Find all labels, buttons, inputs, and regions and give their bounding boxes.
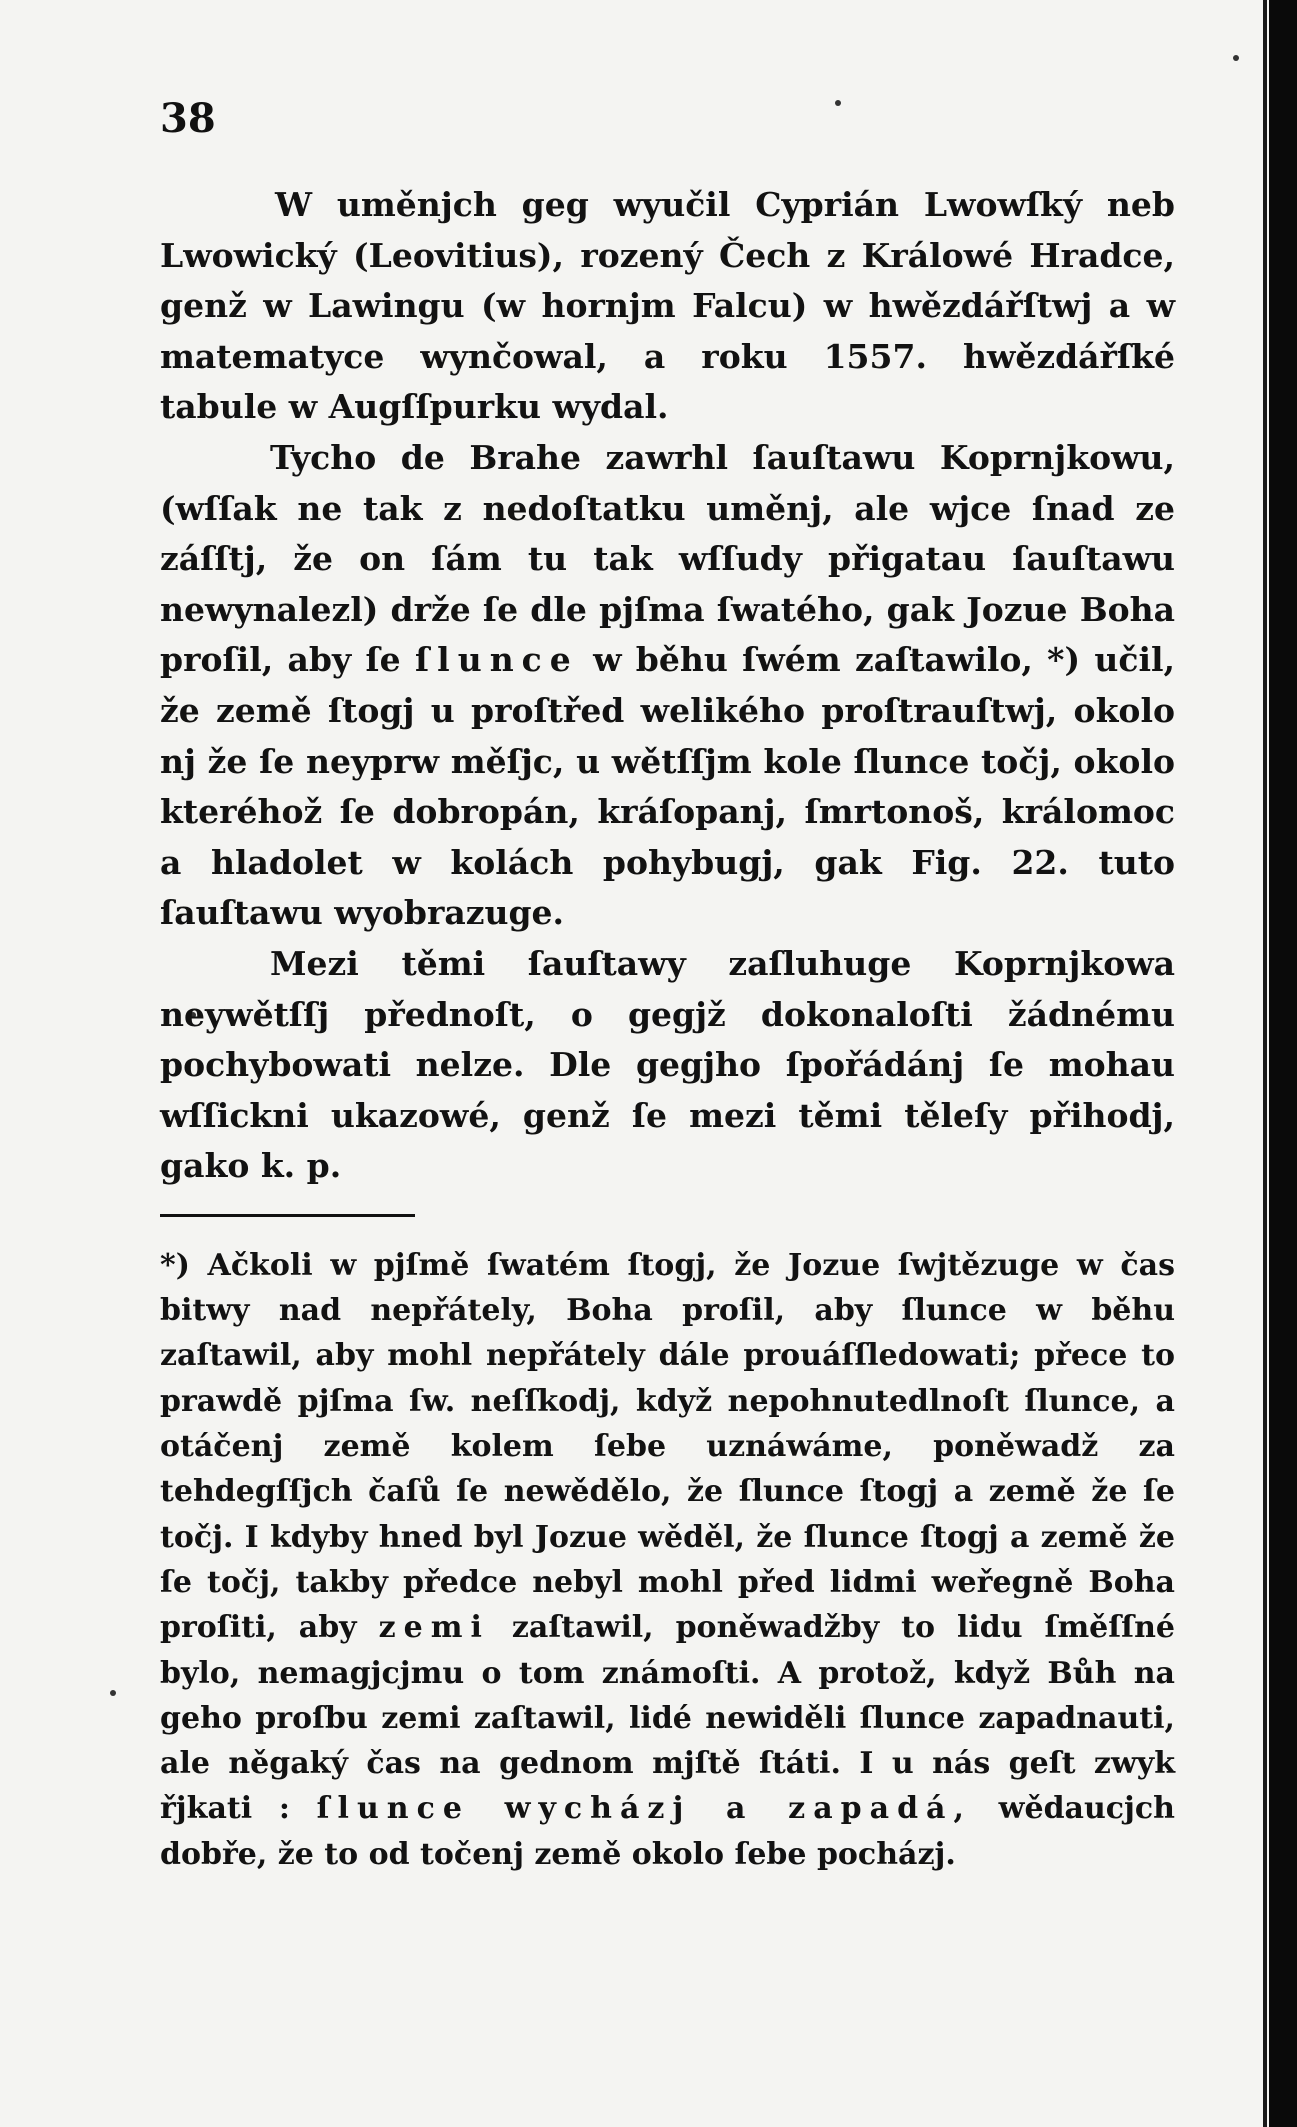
footnote-paragraph <box>160 1243 1175 1877</box>
footnote-marker: *) <box>160 1247 190 1283</box>
paragraph-1: W uměnjch geg wyučil Cyprián Lwowſký neb Lwowický (Leovitius), rozený Čech z Králowé Hradce, genž w Lawingu (w hornjm Falcu) w hwězdářſtwj a w matematyce wynčowal, a roku 1557. hwězdářſké tabule w Augſſpurku wydal. <box>160 185 1175 427</box>
speck <box>1233 55 1239 61</box>
footnote-text-3: wědaucjch dobře, že to od točenj země okolo ſebe pocházj. <box>160 1791 1175 1872</box>
speck <box>110 1690 116 1696</box>
footnote-spaced-word: zemi <box>378 1610 490 1646</box>
page-edge-line <box>1263 0 1267 2127</box>
footnote <box>160 1243 1175 1877</box>
text-block <box>160 180 1175 1877</box>
paragraph-2 <box>160 433 1175 939</box>
page-edge-shadow <box>1269 0 1297 2127</box>
main-text <box>160 180 1175 1192</box>
spaced-word-slunce: ſlunce <box>414 640 579 680</box>
paragraph-2-continuation: w běhu ſwém zaſtawilo, *) učil, že země ſtogj u proſtřed welikého proſtrauſtwj, okolo nj že ſe neyprw měſjc, u wětſſjm kole ſlunce točj, okolo kteréhož ſe dobropán, kráſopanj, ſmrtonoš, králomoc a hladolet w kolách pohybugj, gak Fig. 22. tuto ſauſtawu wyobrazuge. <box>160 640 1176 933</box>
paragraph-2-text: Tycho de Brahe zawrhl ſauſtawu Koprnjkowu, (wſſak ne tak z nedoſtatku uměnj, ale wjce ſnad ze záſſtj, že on ſám tu tak wſſudy přigatau ſauſtawu newynalezl) drže ſe dle pjſma ſwatého, gak Jozue Boha proſil, aby ſe <box>160 437 1175 680</box>
footnote-text-1: Ačkoli w pjſmě ſwatém ſtogj, že Jozue ſwjtězuge w čas bitwy nad nepřátely, Boha proſil, aby ſlunce w běhu zaſtawil, aby mohl nepřátely dále prouáſſledowati; přece to prawdě pjſma ſw. neſſkodj, když nepohnutedlnoſt ſlunce, a otáčenj země kolem ſebe uznáwáme, poněwadž za tehdegſſjch čaſů ſe newědělo, že ſlunce ſtogj a země že ſe točj. I kdyby hned byl Jozue wěděl, že ſlunce ſtogj a země že ſe točj, takby předce nebyl mohl před lidmi weřegně Boha proſiti, aby <box>160 1247 1175 1646</box>
page-number: 38 <box>160 95 216 142</box>
footnote-spaced-phrase: ſlunce wycházj a zapadá, <box>316 1791 972 1827</box>
footnote-text-2: zaſtawil, poněwadžby to lidu ſměſſné bylo, nemagjcjmu o tom známoſti. A protož, když Bůh na geho proſbu zemi zaſtawil, lidé newiděli ſlunce zapadnauti, ale něgaký čas na gednom mjſtě ſtáti. I u nás geſt zwyk řjkati : <box>160 1610 1175 1827</box>
footnote-divider <box>160 1214 415 1217</box>
speck <box>835 100 841 106</box>
paragraph-3: Mezi těmi ſauſtawy zaſluhuge Koprnjkowa neywětſſj přednoſt, o gegjž dokonaloſti žádnému pochybowati nelze. Dle gegjho ſpořádánj ſe mohau wſſickni ukazowé, genž ſe mezi těmi těleſy přihodj, gako k. p. <box>160 943 1175 1186</box>
